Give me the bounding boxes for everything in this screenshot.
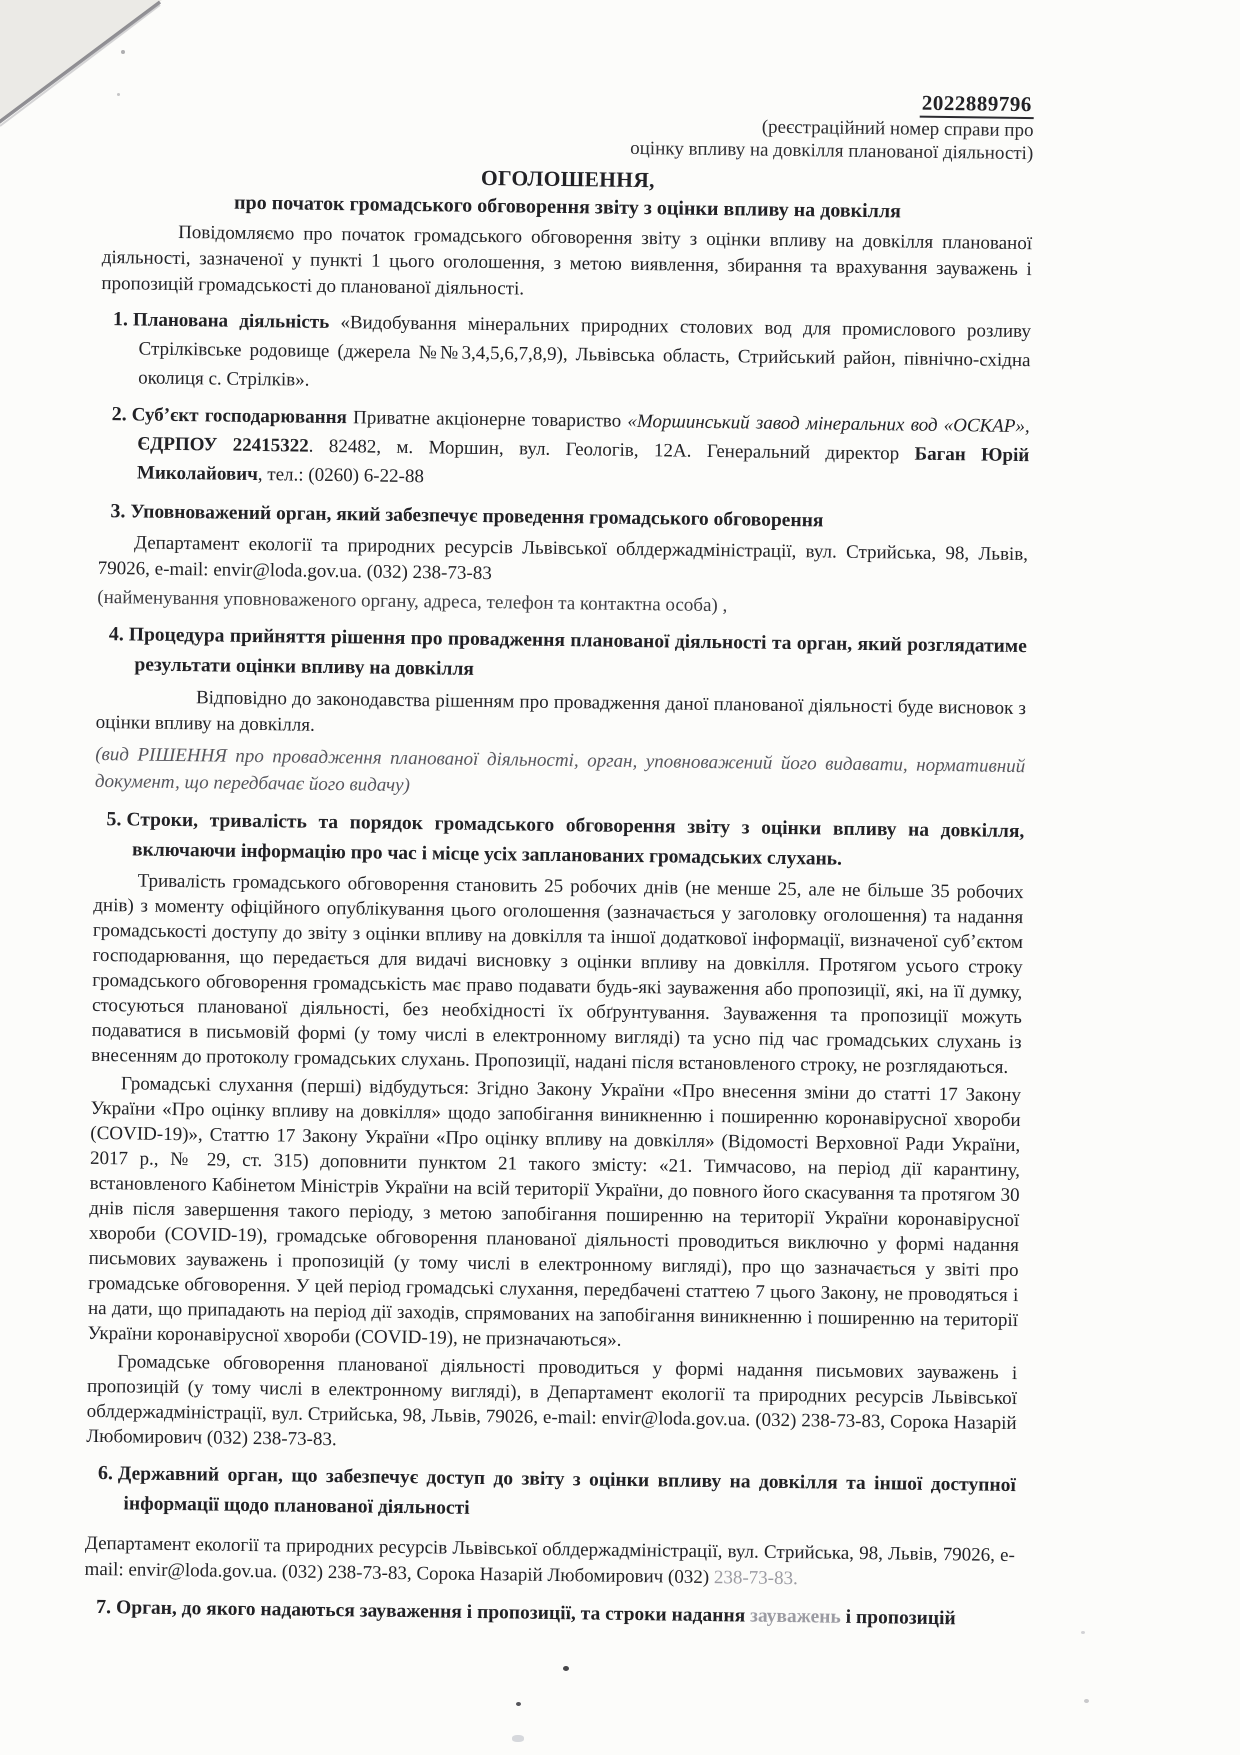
section-4-decision-procedure (95, 619, 1027, 807)
director-name: Баган Юрій (914, 443, 1030, 467)
registration-caption-line2: оцінку впливу на довкілля планованої діяльності) (630, 137, 1034, 165)
section-4-number: 4. (108, 623, 125, 646)
section-3-body: Департамент екології та природних ресурсів Львівської облдержадміністрації, вул. Стрийська, 98, Львів, 79026, e-mail: envir@loda.gov.ua. (032) 238-73-83 (97, 532, 1029, 585)
scan-speck (1084, 1699, 1089, 1703)
section-5-discussion-terms (86, 804, 1024, 1461)
section-2-label: Суб’єкт господарювання (131, 404, 348, 429)
company-address: . 82482, м. Моршин, вул. Геологів, 12А. Генеральний директор (308, 435, 915, 465)
registration-number: 2022889796 (920, 91, 1034, 119)
section-6-heading-text: Державний орган, що забезпечує доступ до звіту з оцінки впливу на довкілля та іншої доступної інформації щодо планованої діяльності (117, 1463, 1016, 1519)
section-7-heading-pre: Орган, до якого надаються зауваження і пропозиції, та строки надання (115, 1597, 751, 1627)
scan-speck (563, 1666, 569, 1671)
section-5-paragraph-3: Громадське обговорення планованої діяльності проводиться у формі надання письмових зауважень і пропозицій (у тому числі в електронному вигляді), в Департамент екології та природних ресурсів Львівської облдержадміністрації, вул. Стрийська, 98, Львів, 79026, e-mail: envir@loda.gov.ua. (032) 238-73-83, Сорока Назарій Любомирович (032) 238-73-83. (86, 1351, 1018, 1451)
scan-speck (121, 50, 125, 54)
section-2-lead: Приватне акціонерне товариство (346, 407, 628, 432)
section-6-number: 6. (97, 1462, 114, 1485)
section-3-heading-text: Уповноважений орган, який забезпечує проведення громадського обговорення (130, 501, 824, 532)
intro-paragraph: Повідомляємо про початок громадського обговорення звіту з оцінки впливу на довкілля планованої діяльності, зазначеної у пункті 1 цього оголошення, з метою виявлення, збирання та врахування зауважень і пропозицій громадськості до планованої діяльності. (101, 221, 1033, 300)
director-name-2: Миколайович (136, 462, 259, 486)
section-6-body-faded-phone: 238-73-83. (713, 1567, 798, 1590)
section-3-footnote: (найменування уповноваженого органу, адреса, телефон та контактна особа) , (97, 586, 728, 617)
section-5-paragraph-1: Тривалість громадського обговорення становить 25 робочих днів (не менше 25, але не більше 35 робочих днів) з моменту офіційного опублікування цього оголошення (зазначається у заголовку оголошення) та надання громадськості доступу до звіту з оцінки впливу на довкілля та іншої додаткової інформації, визначеної суб’єктом господарювання, що передається для видачі висновку з оцінки впливу на довкілля. Протягом усього строку громадського обговорення громадськість має право подавати будь-які зауваження або пропозиції, які, на її думку, стосуються планованої діяльності, без необхідності їх обґрунтування. Зауваження та пропозиції можуть подаватися в письмовій формі (у тому числі в електронному вигляді) та усно під час громадських слухань із внесенням до протоколу громадських слухань. Пропозиції, надані після встановленого строку, не розглядаються. (91, 870, 1024, 1078)
document-subtitle: про початок громадського обговорення звіту з оцінки впливу на довкілля (233, 191, 902, 223)
section-4-heading-text: Процедура прийняття рішення про провадження планованої діяльності та орган, який розглядатиме результати оцінки впливу на довкілля (128, 624, 1027, 680)
section-7-comments-body (84, 1592, 1014, 1635)
document-content (84, 80, 1034, 1635)
section-5-heading-text: Строки, тривалість та порядок громадського обговорення звіту з оцінки впливу на довкілля, включаючи інформацію про час і місце усіх запланованих громадських слухань. (126, 809, 1025, 870)
section-5-number: 5. (106, 808, 122, 831)
section-5-paragraph-2: Громадські слухання (перші) відбудуться: Згідно Закону України «Про внесення зміни до статті 17 Закону України «Про оцінку впливу на довкілля» щодо запобігання виникненню і поширенню коронавірусної хвороби (COVID-19)», Статтю 17 Закону України «Про оцінку впливу на довкілля» (Відомості Верховної Ради України, 2017 р., № 29, ст. 315) доповнити пунктом 21 такого змісту: «21. Тимчасово, на період дії карантину, встановленого Кабінетом Міністрів України на всій території України, до повного його скасування та протягом 30 днів після завершення такого періоду, з метою запобігання поширенню на території України коронавірусної хвороби (COVID-19), громадське обговорення планованої діяльності проводиться виключно у формі надання письмових зауважень і пропозицій (у тому числі в електронному вигляді), про що зазначається у звіті про громадське обговорення. У цей період громадські слухання, передбачені статтею 7 цього Закону, не проводяться і на дати, що припадають на період дії заходів, спрямованих на запобігання виникненню і поширенню на території України коронавірусної хвороби (COVID-19), не призначаються». (87, 1073, 1022, 1351)
section-1-planned-activity (100, 305, 1031, 404)
section-7-heading-faded-word: зауважень (749, 1605, 841, 1628)
section-2-number: 2. (111, 403, 127, 426)
section-5-heading (106, 804, 1025, 877)
section-6-heading (97, 1458, 1016, 1531)
section-1-text (112, 305, 1031, 404)
section-3-number: 3. (110, 500, 126, 523)
section-6-body-main: Департамент екології та природних ресурсів Львівської облдержадміністрації, вул. Стрийська, 98, Львів, 79026, e-mail: envir@loda.gov.ua. (032) 238-73-83, Сорока Назарій Любомирович (032) (84, 1532, 1016, 1589)
edrpou-code: ЄДРПОУ 22415322 (137, 433, 309, 457)
section-7-number: 7. (95, 1596, 112, 1619)
company-name: «Моршинський завод мінеральних вод «ОСКАР», (627, 410, 1030, 438)
document-title: ОГОЛОШЕННЯ, (480, 165, 655, 193)
section-6-body (84, 1531, 1015, 1595)
section-2-business-entity (99, 400, 1030, 499)
scan-speck (1081, 1631, 1085, 1634)
director-phone: , тел.: (0260) 6-22-88 (257, 464, 425, 488)
registration-caption-line1: (реєстраційний номер справи про (761, 116, 1034, 142)
section-7-heading (96, 1592, 1014, 1635)
section-3-authorized-body (97, 496, 1028, 622)
section-7-heading-post: і пропозицій (840, 1606, 956, 1630)
section-1-number: 1. (112, 308, 129, 331)
section-1-body: «Видобування мінеральних природних столових вод для промислового розливу Стрілківське родовище (джерела №№3,4,5,6,7,8,9), Львівська область, Стрийський район, північно-східна околиця с. Стрілків». (138, 311, 1032, 391)
scan-speck (117, 93, 120, 96)
scan-speck (516, 1702, 521, 1706)
section-6-state-body (84, 1458, 1016, 1595)
section-4-footnote: (вид РІШЕННЯ про провадження планованої діяльності, орган, уповноважений його видавати, нормативний документ, що передбачає його видачу) (94, 743, 1026, 797)
section-1-label: Планована діяльність (132, 309, 330, 333)
section-4-body: Відповідно до законодавства рішенням про провадження даної планованої діяльності буде висновок з оцінки впливу на довкілля. (95, 687, 1027, 736)
scan-smudge (512, 1735, 524, 1742)
section-4-heading (108, 619, 1027, 692)
section-2-text (111, 400, 1030, 499)
